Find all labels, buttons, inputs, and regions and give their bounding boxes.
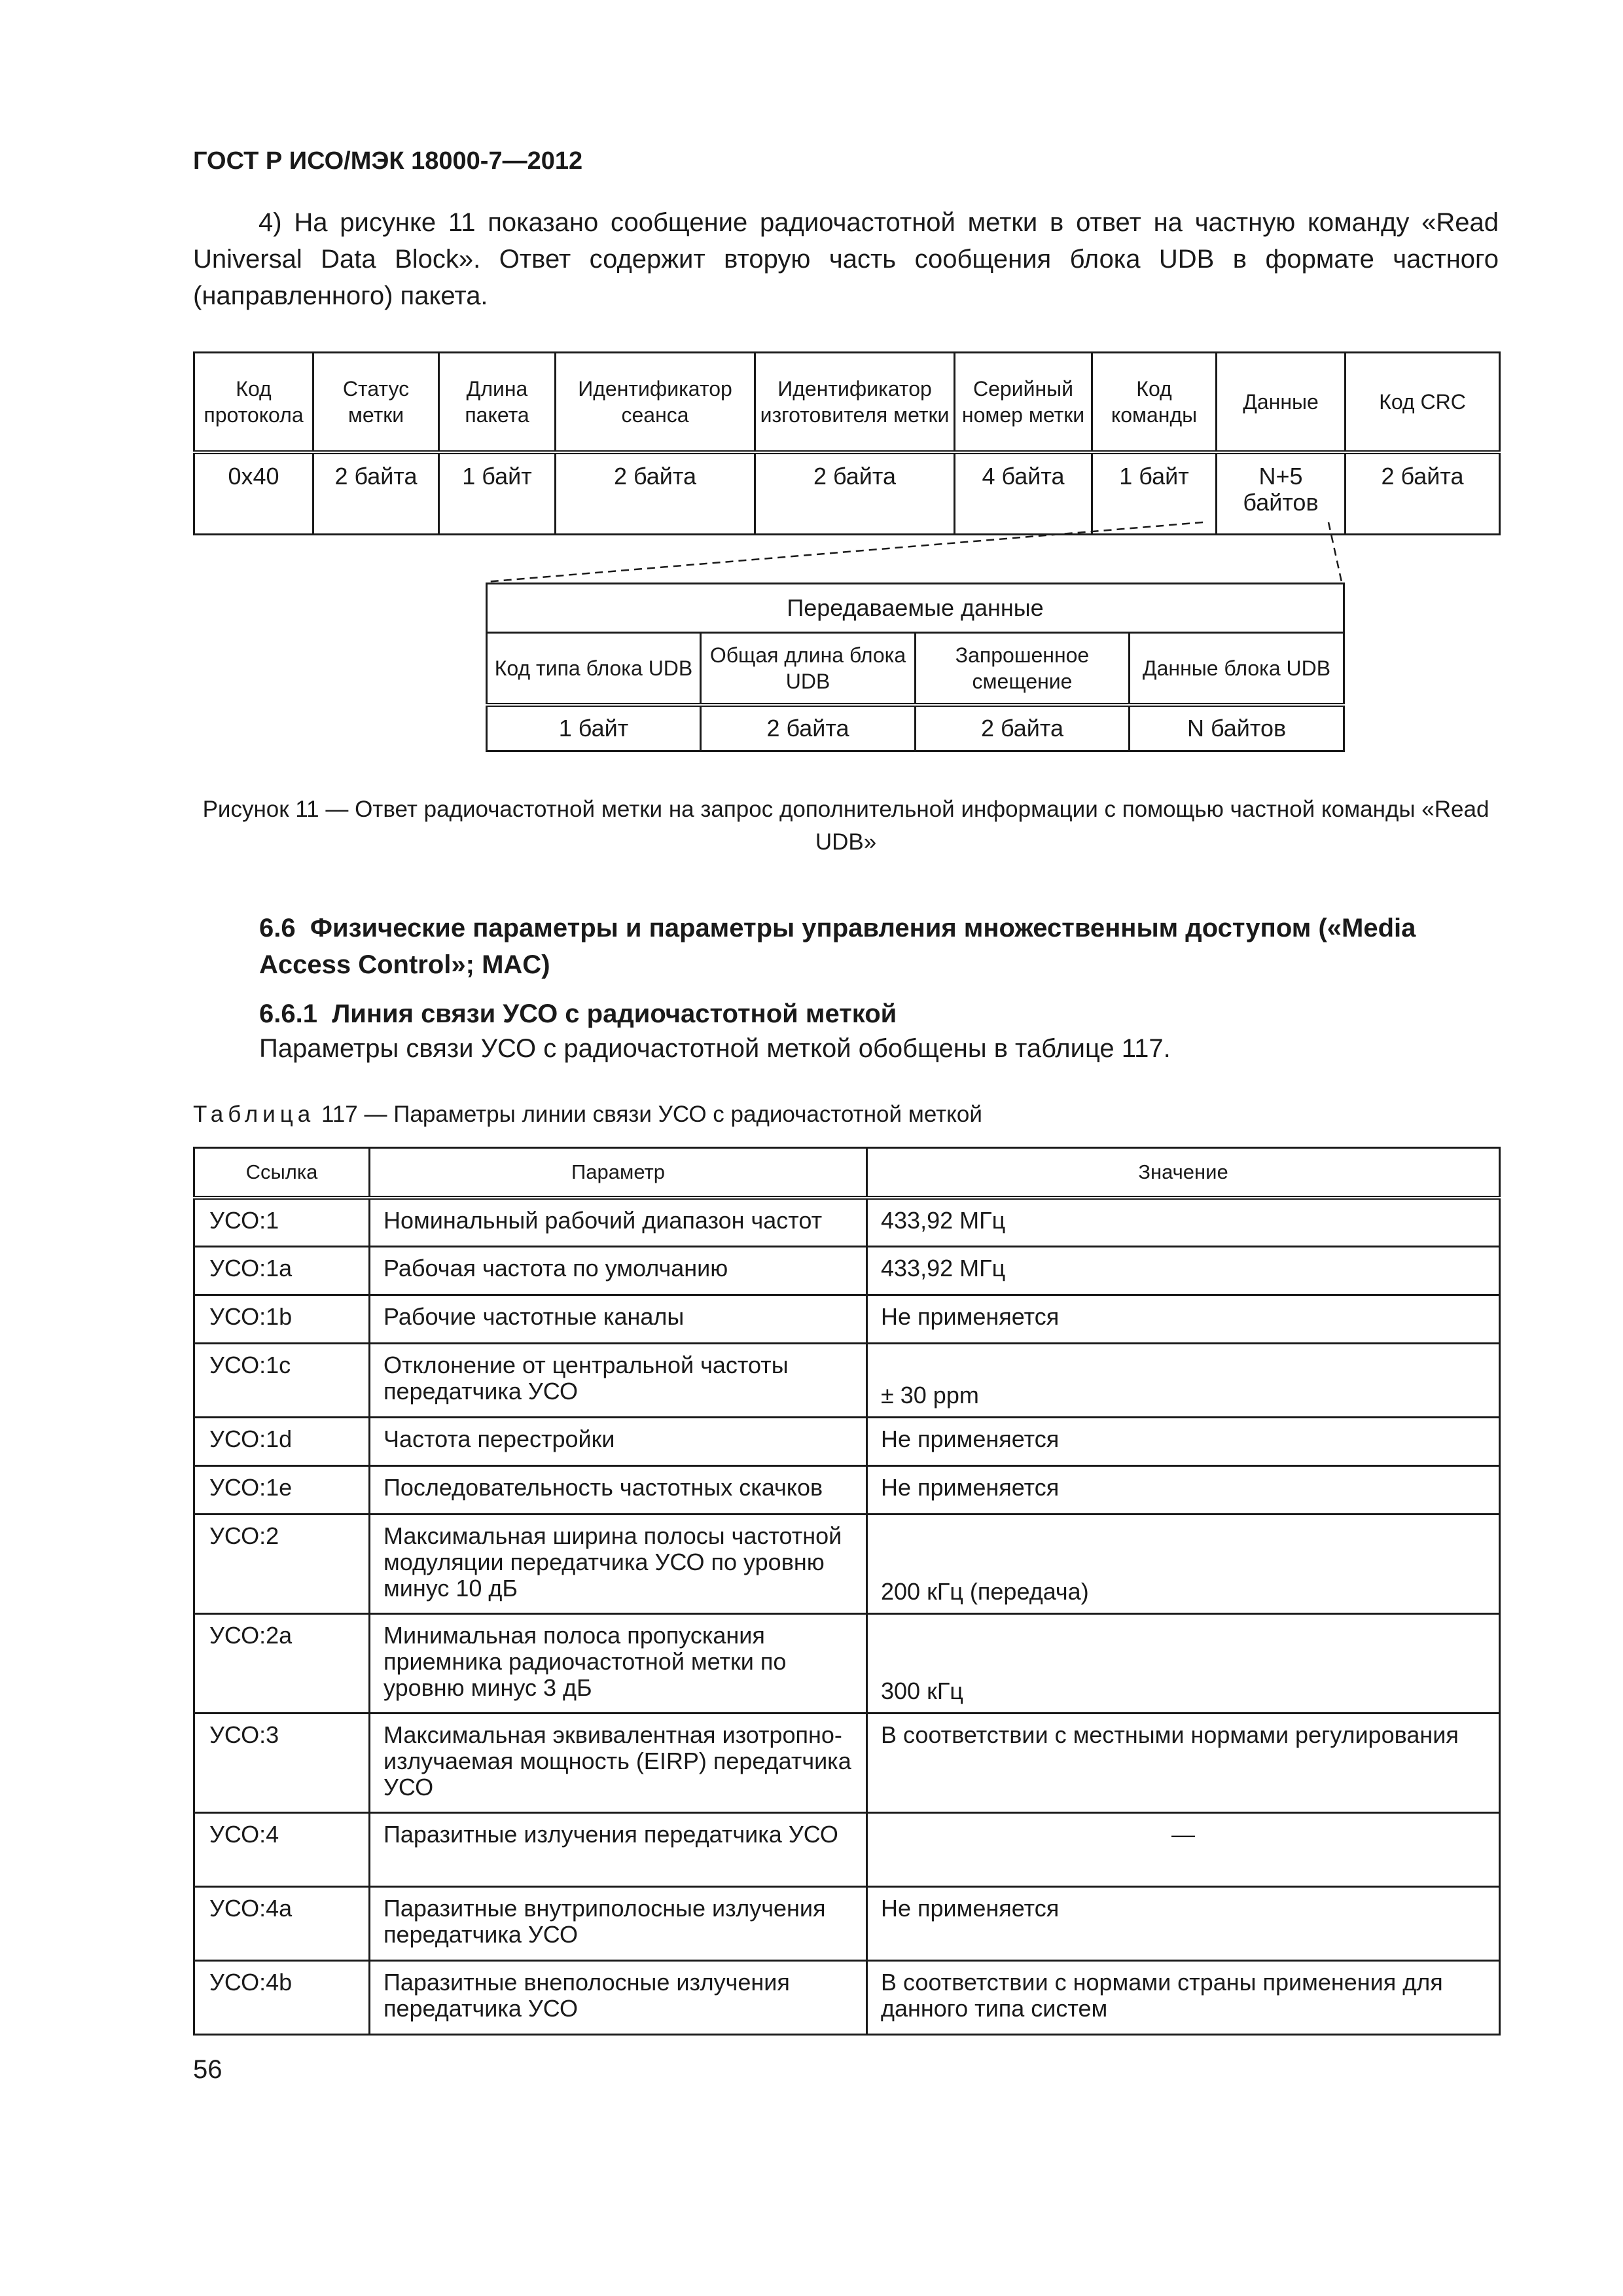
table-row (194, 1886, 1500, 1960)
parameters-table (193, 1147, 1501, 2036)
ref-cell: УСО:1a (194, 1246, 370, 1295)
param-cell: Паразитные внутриполосные излучения передатчика УСО (370, 1886, 867, 1960)
value-cell: В соответствии с местными нормами регулирования (867, 1713, 1500, 1812)
packet-header-cell: Код протокола (194, 353, 313, 453)
table-row (194, 1465, 1500, 1514)
table-caption (193, 1102, 982, 1128)
packet-value-cell: 2 байта (755, 452, 955, 535)
section-paragraph: Параметры связи УСО с радиочастотной меткой обобщены в таблице 117. (259, 1034, 1171, 1063)
data-block-header-cell: Запрошенное смещение (916, 633, 1130, 706)
packet-header-cell: Серийный номер метки (955, 353, 1092, 453)
ref-cell: УСО:1b (194, 1295, 370, 1343)
figure-caption: Рисунок 11 — Ответ радиочастотной метки на запрос дополнительной информации с помощью частной команды «Read UDB» (202, 797, 1489, 855)
data-block-header-row (487, 633, 1344, 706)
table-row (194, 1198, 1500, 1246)
packet-value-cell: 1 байт (1092, 452, 1217, 535)
table-caption-text: 117 — Параметры линии связи УСО с радиочастотной меткой (321, 1102, 982, 1127)
table-row (194, 1514, 1500, 1613)
data-block-value-cell: 2 байта (701, 705, 916, 751)
packet-value-cell: 2 байта (313, 452, 439, 535)
ref-cell: УСО:3 (194, 1713, 370, 1812)
column-header: Значение (867, 1148, 1500, 1198)
value-cell: 200 кГц (передача) (867, 1514, 1500, 1613)
packet-header-cell: Данные (1217, 353, 1346, 453)
param-cell: Минимальная полоса пропускания приемника радиочастотной метки по уровню минус 3 дБ (370, 1613, 867, 1713)
packet-header-cell: Идентификатор изготовителя метки (755, 353, 955, 453)
param-cell: Последовательность частотных скачков (370, 1465, 867, 1514)
packet-header-cell: Длина пакета (439, 353, 556, 453)
ref-cell: УСО:4 (194, 1812, 370, 1886)
section-title: Физические параметры и параметры управления множественным доступом («Media Access Control»; MAC) (259, 914, 1416, 979)
param-cell: Отклонение от центральной частоты передатчика УСО (370, 1343, 867, 1417)
value-cell: 433,92 МГц (867, 1198, 1500, 1246)
table-row (194, 1417, 1500, 1465)
value-cell: Не применяется (867, 1465, 1500, 1514)
param-cell: Номинальный рабочий диапазон частот (370, 1198, 867, 1246)
ref-cell: УСО:4a (194, 1886, 370, 1960)
section-title: Линия связи УСО с радиочастотной меткой (332, 999, 897, 1028)
data-block-value-cell: 2 байта (916, 705, 1130, 751)
table-row (194, 1613, 1500, 1713)
table-row (194, 1343, 1500, 1417)
data-block-header-cell: Общая длина блока UDB (701, 633, 916, 706)
packet-value-cell: N+5 байтов (1217, 452, 1346, 535)
ref-cell: УСО:1 (194, 1198, 370, 1246)
data-block-header-cell: Код типа блока UDB (487, 633, 701, 706)
packet-header-cell: Идентификатор сеанса (556, 353, 755, 453)
packet-value-row (194, 452, 1500, 535)
packet-value-cell: 2 байта (556, 452, 755, 535)
value-cell: Не применяется (867, 1886, 1500, 1960)
packet-value-cell: 2 байта (1346, 452, 1500, 535)
packet-header-cell: Код CRC (1346, 353, 1500, 453)
section-number: 6.6.1 (259, 999, 317, 1028)
data-block-header-cell: Данные блока UDB (1130, 633, 1344, 706)
table-row (194, 1295, 1500, 1343)
ref-cell: УСО:2 (194, 1514, 370, 1613)
data-block-title: Передаваемые данные (487, 584, 1344, 633)
value-cell: Не применяется (867, 1417, 1500, 1465)
table-row (194, 1246, 1500, 1295)
table-row (194, 1713, 1500, 1812)
packet-header-cell: Код команды (1092, 353, 1217, 453)
value-cell: ± 30 ppm (867, 1343, 1500, 1417)
ref-cell: УСО:1d (194, 1417, 370, 1465)
packet-value-cell: 0x40 (194, 452, 313, 535)
param-cell: Рабочие частотные каналы (370, 1295, 867, 1343)
section-number: 6.6 (259, 914, 296, 942)
packet-structure-table (193, 351, 1501, 535)
data-block-value-cell: 1 байт (487, 705, 701, 751)
packet-value-cell: 4 байта (955, 452, 1092, 535)
table-caption-label: Таблица (193, 1102, 315, 1127)
column-header: Параметр (370, 1148, 867, 1198)
param-cell: Рабочая частота по умолчанию (370, 1246, 867, 1295)
value-cell: — (867, 1812, 1500, 1886)
param-cell: Паразитные излучения передатчика УСО (370, 1812, 867, 1886)
page-number: 56 (193, 2055, 223, 2084)
ref-cell: УСО:1c (194, 1343, 370, 1417)
value-cell: 433,92 МГц (867, 1246, 1500, 1295)
param-cell: Максимальная ширина полосы частотной модуляции передатчика УСО по уровню минус 10 дБ (370, 1514, 867, 1613)
intro-paragraph: 4) На рисунке 11 показано сообщение радиочастотной метки в ответ на частную команду «Read Universal Data Block». Ответ содержит вторую часть сообщения блока UDB в формате частного (направленного) пакета. (193, 208, 1499, 310)
ref-cell: УСО:4b (194, 1960, 370, 2034)
packet-value-cell: 1 байт (439, 452, 556, 535)
table-row (194, 1960, 1500, 2034)
ref-cell: УСО:1e (194, 1465, 370, 1514)
section-heading-6-6-1 (259, 999, 897, 1029)
page-header: ГОСТ Р ИСО/МЭК 18000-7—2012 (193, 147, 583, 175)
ref-cell: УСО:2a (194, 1613, 370, 1713)
column-header: Ссылка (194, 1148, 370, 1198)
table-row (194, 1812, 1500, 1886)
param-cell: Максимальная эквивалентная изотропно-излучаемая мощность (EIRP) передатчика УСО (370, 1713, 867, 1812)
table-header-row (194, 1148, 1500, 1198)
section-heading-6-6 (259, 910, 1496, 983)
data-block-value-row (487, 705, 1344, 751)
value-cell: 300 кГц (867, 1613, 1500, 1713)
value-cell: Не применяется (867, 1295, 1500, 1343)
packet-header-row (194, 353, 1500, 453)
param-cell: Паразитные внеполосные излучения передатчика УСО (370, 1960, 867, 2034)
data-block-value-cell: N байтов (1130, 705, 1344, 751)
data-block-title-row (487, 584, 1344, 633)
data-block-table (486, 583, 1345, 752)
param-cell: Частота перестройки (370, 1417, 867, 1465)
value-cell: В соответствии с нормами страны применения для данного типа систем (867, 1960, 1500, 2034)
packet-header-cell: Статус метки (313, 353, 439, 453)
